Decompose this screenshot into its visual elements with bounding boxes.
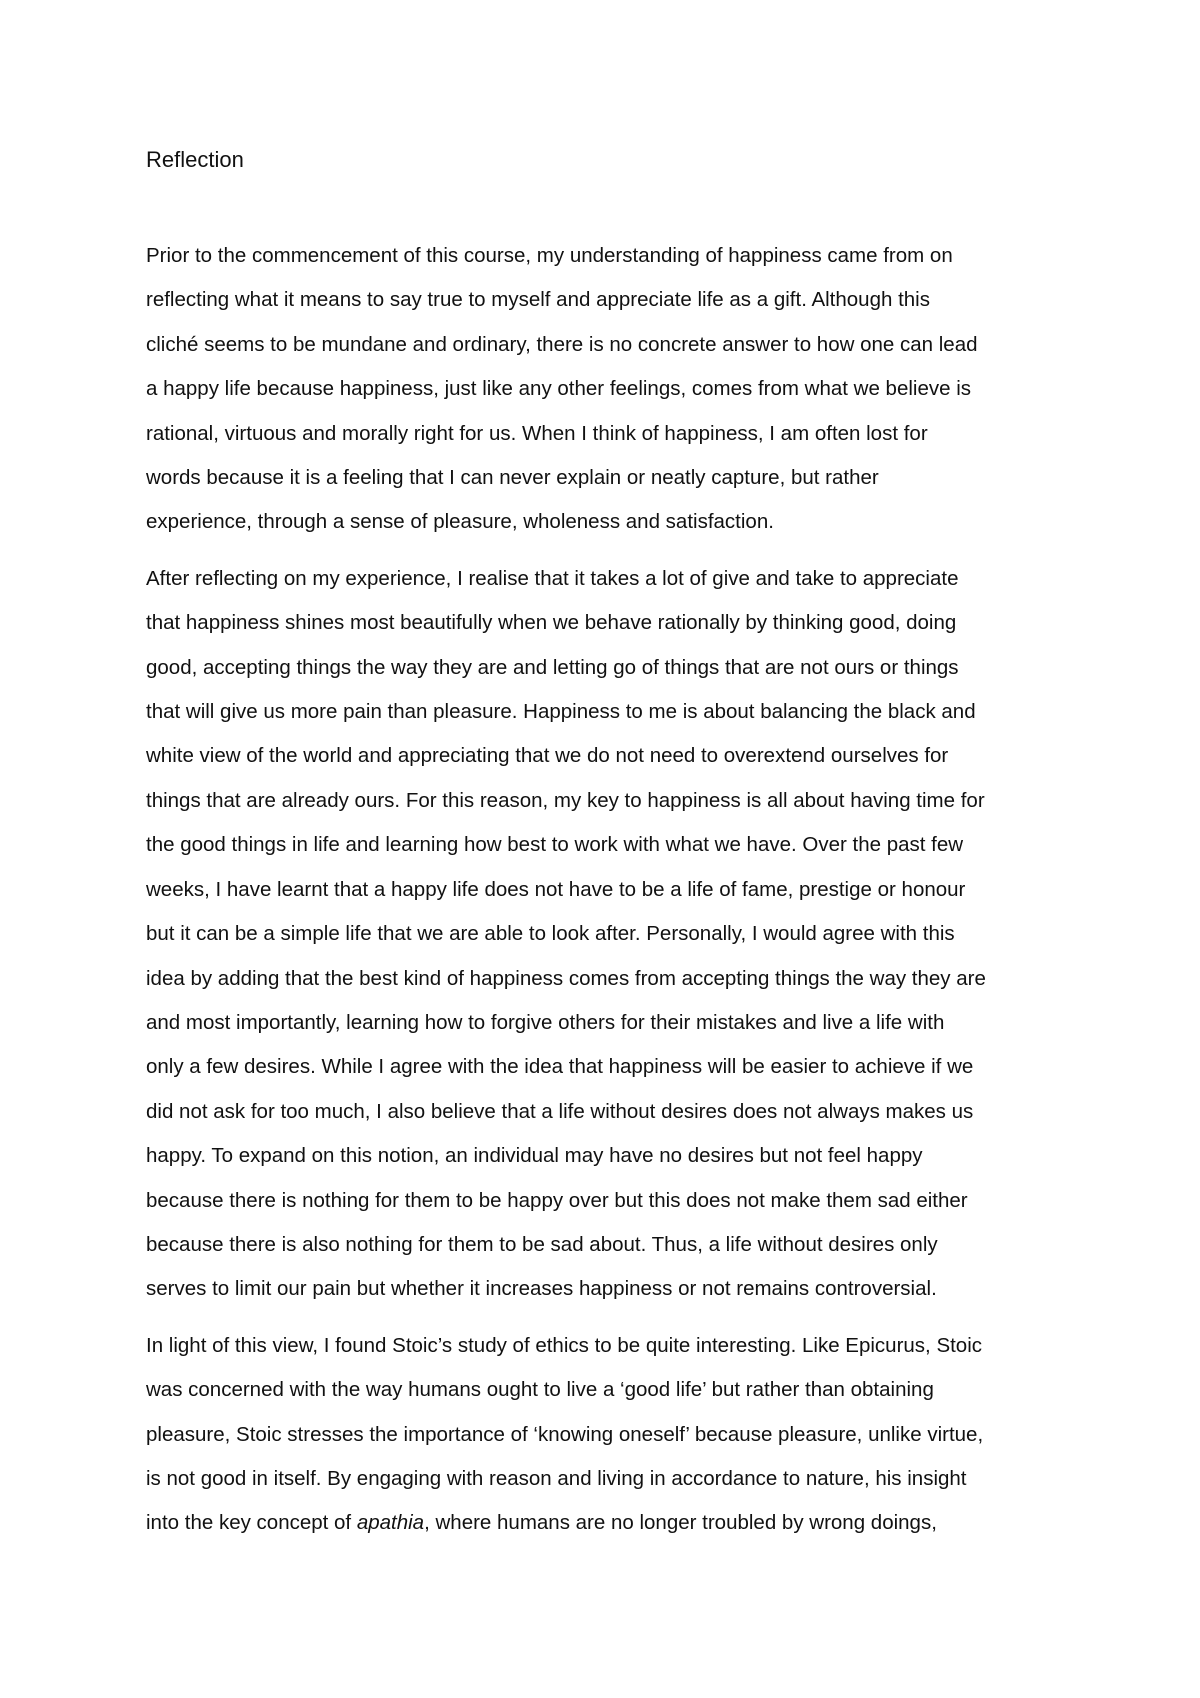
paragraph-line: because there is also nothing for them to be sad about. Thus, a life without desires only	[146, 1232, 938, 1256]
paragraph-line: was concerned with the way humans ought to live a ‘good life’ but rather than obtaining	[146, 1378, 934, 1402]
document-title: Reflection	[146, 147, 244, 172]
paragraph-line: that will give us more pain than pleasure. Happiness to me is about balancing the black and	[146, 700, 976, 724]
paragraph-line: weeks, I have learnt that a happy life does not have to be a life of fame, prestige or honour	[146, 877, 966, 901]
paragraph-line: After reflecting on my experience, I realise that it takes a lot of give and take to appreciate	[146, 566, 959, 590]
paragraph-3	[146, 1324, 1066, 1546]
paragraph-line: a happy life because happiness, just like any other feelings, comes from what we believe is	[146, 377, 972, 401]
paragraph-line: serves to limit our pain but whether it increases happiness or not remains controversial.	[146, 1277, 937, 1301]
paragraph-line: Prior to the commencement of this course, my understanding of happiness came from on	[146, 244, 953, 267]
paragraph-line: happy. To expand on this notion, an individual may have no desires but not feel happy	[146, 1144, 923, 1168]
paragraph-line: words because it is a feeling that I can never explain or neatly capture, but rather	[146, 466, 879, 490]
paragraph-line: idea by adding that the best kind of happiness comes from accepting things the way they are	[146, 966, 986, 990]
paragraph-line: things that are already ours. For this reason, my key to happiness is all about having time for	[146, 788, 985, 812]
paragraph-line: good, accepting things the way they are and letting go of things that are not ours or things	[146, 655, 959, 679]
paragraph-line: did not ask for too much, I also believe that a life without desires does not always makes us	[146, 1099, 974, 1123]
paragraph-line: only a few desires. While I agree with the idea that happiness will be easier to achieve if we	[146, 1055, 974, 1079]
paragraph-line: and most importantly, learning how to forgive others for their mistakes and live a life with	[146, 1010, 945, 1034]
paragraph-line: because there is nothing for them to be happy over but this does not make them sad either	[146, 1188, 968, 1212]
paragraph-line: the good things in life and learning how best to work with what we have. Over the past few	[146, 833, 964, 857]
text-run: into the key concept of	[146, 1511, 357, 1535]
paragraph-line-with-italic	[146, 1501, 1066, 1545]
paragraph-line: cliché seems to be mundane and ordinary, there is no concrete answer to how one can lead	[146, 332, 978, 356]
paragraph-line: but it can be a simple life that we are able to look after. Personally, I would agree with this	[146, 922, 955, 946]
paragraph-2	[146, 557, 1066, 1312]
paragraph-line: reflecting what it means to say true to myself and appreciate life as a gift. Although this	[146, 288, 930, 312]
paragraph-line: white view of the world and appreciating that we do not need to overextend ourselves for	[146, 744, 949, 768]
text-run: , where humans are no longer troubled by wrong doings,	[424, 1511, 937, 1535]
paragraph-line: rational, virtuous and morally right for us. When I think of happiness, I am often lost for	[146, 421, 928, 445]
paragraph-line: is not good in itself. By engaging with reason and living in accordance to nature, his insight	[146, 1466, 967, 1490]
italic-term-apathia: apathia	[356, 1511, 425, 1535]
paragraph-line: pleasure, Stoic stresses the importance of ‘knowing oneself’ because pleasure, unlike virtue,	[146, 1422, 984, 1446]
paragraph-line: that happiness shines most beautifully when we behave rationally by thinking good, doing	[146, 611, 957, 635]
paragraph-line: experience, through a sense of pleasure, wholeness and satisfaction.	[146, 510, 774, 534]
paragraph-line: In light of this view, I found Stoic’s study of ethics to be quite interesting. Like Epicurus, Stoic	[146, 1333, 983, 1357]
document-body	[146, 146, 1066, 1546]
paragraph-1	[146, 234, 1066, 545]
